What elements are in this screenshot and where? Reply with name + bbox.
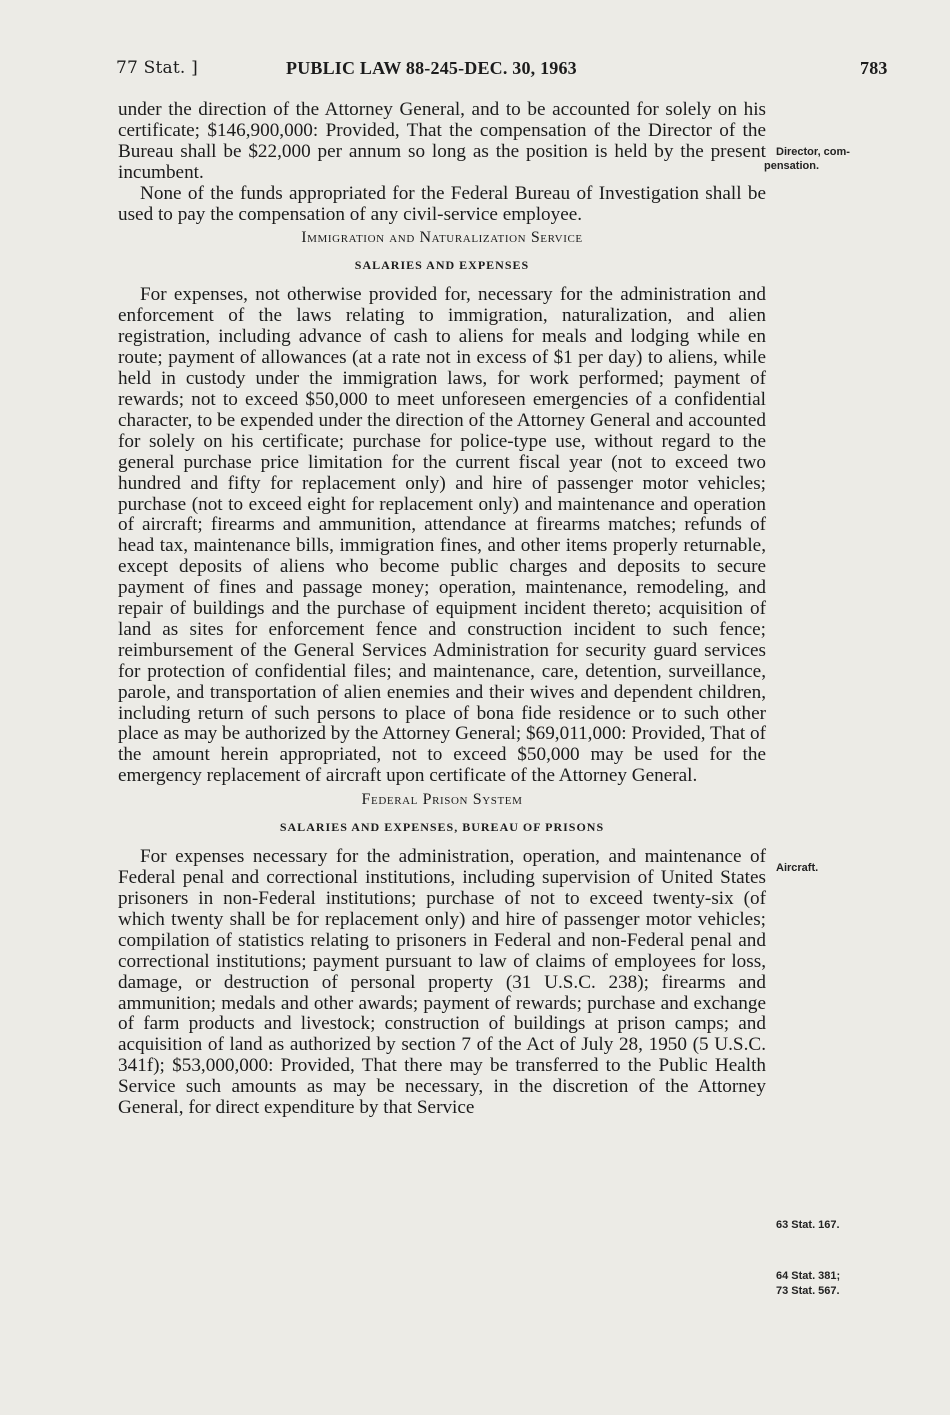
paragraph-fbi-continued: under the direction of the Attorney General, and to be accounted for solely on his certificate; $146,900,000: Provided, That the compensation of the Director of the Bureau shall be $22,000 per annum so long as the position is held by the present incumbent.: [118, 99, 766, 183]
section-heading-immigration: Immigration and Naturalization Service: [301, 229, 583, 247]
margin-note-director-line1: Director, com-: [776, 146, 850, 158]
subheading-salaries-expenses: SALARIES AND EXPENSES: [354, 258, 530, 273]
margin-note-64-stat: 64 Stat. 381;: [776, 1270, 841, 1282]
margin-note-director-line2: pensation.: [764, 160, 820, 172]
paragraph-immigration: For expenses, not otherwise provided for, necessary for the administration and enforcement of the laws relating to immigration, naturalization, and alien registration, including advance of cash to aliens for meals and lodging while en route; payment of allowances (at a rate not in excess of $1 per day) to aliens, while held in custody under the immigration laws, for work performed; payment of rewards; not to exceed $50,000 to meet unforeseen emergencies of a confidential character, to be expended under the direction of the Attorney General and accounted for solely on his certificate; purchase for police-type use, without regard to the general purchase price limitation for the current fiscal year (not to exceed two hundred and fifty for replacement only) and hire of passenger motor vehicles; purchase (not to exceed eight for replacement only) and maintenance and operation of aircraft; firearms and ammunition, attendance at firearms matches; refunds of head tax, maintenance bills, immigration fines, and other items properly returnable, except deposits of aliens who become public charges and deposits to secure payment of fines and passage money; operation, maintenance, remodeling, and repair of buildings and the purchase of equipment incident thereto; acquisition of land as sites for enforcement fence and construction incident to such fence; reimbursement of the General Services Administration for security guard services for protection of confidential files; and maintenance, care, detention, surveillance, parole, and transportation of alien enemies and their wives and dependent children, including return of such persons to place of bona fide residence or to such other place as may be authorized by the Attorney General; $69,011,000: Provided, That of the amount herein appropriated, not to exceed $50,000 may be used for the emergency replacement of aircraft upon certificate of the Attorney General.: [118, 284, 766, 787]
margin-note-aircraft: Aircraft.: [776, 862, 819, 874]
margin-note-73-stat: 73 Stat. 567.: [776, 1285, 840, 1297]
subheading-bureau-of-prisons: SALARIES AND EXPENSES, BUREAU OF PRISONS: [279, 820, 605, 835]
margin-note-63-stat: 63 Stat. 167.: [776, 1219, 840, 1231]
paragraph-prisons: For expenses necessary for the administration, operation, and maintenance of Federal penal and correctional institutions, including supervision of United States prisoners in non-Federal institutions; purchase of not to exceed twenty-six (of which twenty shall be for replacement only) and hire of passenger motor vehicles; compilation of statistics relating to prisoners in Federal and non-Federal penal and correctional institutions; payment pursuant to law of claims of employees for loss, damage, or destruction of personal property (31 U.S.C. 238); firearms and ammunition; medals and other awards; payment of rewards; purchase and exchange of farm products and livestock; construction of buildings at prison camps; and acquisition of land as authorized by section 7 of the Act of July 28, 1950 (5 U.S.C. 341f); $53,000,000: Provided, That there may be transferred to the Public Health Service such amounts as may be necessary, in the discretion of the Attorney General, for direct expenditure by that Service: [118, 846, 766, 1119]
running-title: PUBLIC LAW 88-245-DEC. 30, 1963: [286, 58, 577, 78]
section-heading-prison: Federal Prison System: [361, 791, 523, 809]
main-text: [118, 100, 766, 1119]
statute-reference: 77 Stat. ]: [116, 58, 198, 78]
page-number: 783: [860, 58, 888, 78]
margin-note-director: [764, 145, 850, 173]
paragraph-civil-service: None of the funds appropriated for the Federal Bureau of Investigation shall be used to pay the compensation of any civil-service employee.: [118, 182, 766, 225]
